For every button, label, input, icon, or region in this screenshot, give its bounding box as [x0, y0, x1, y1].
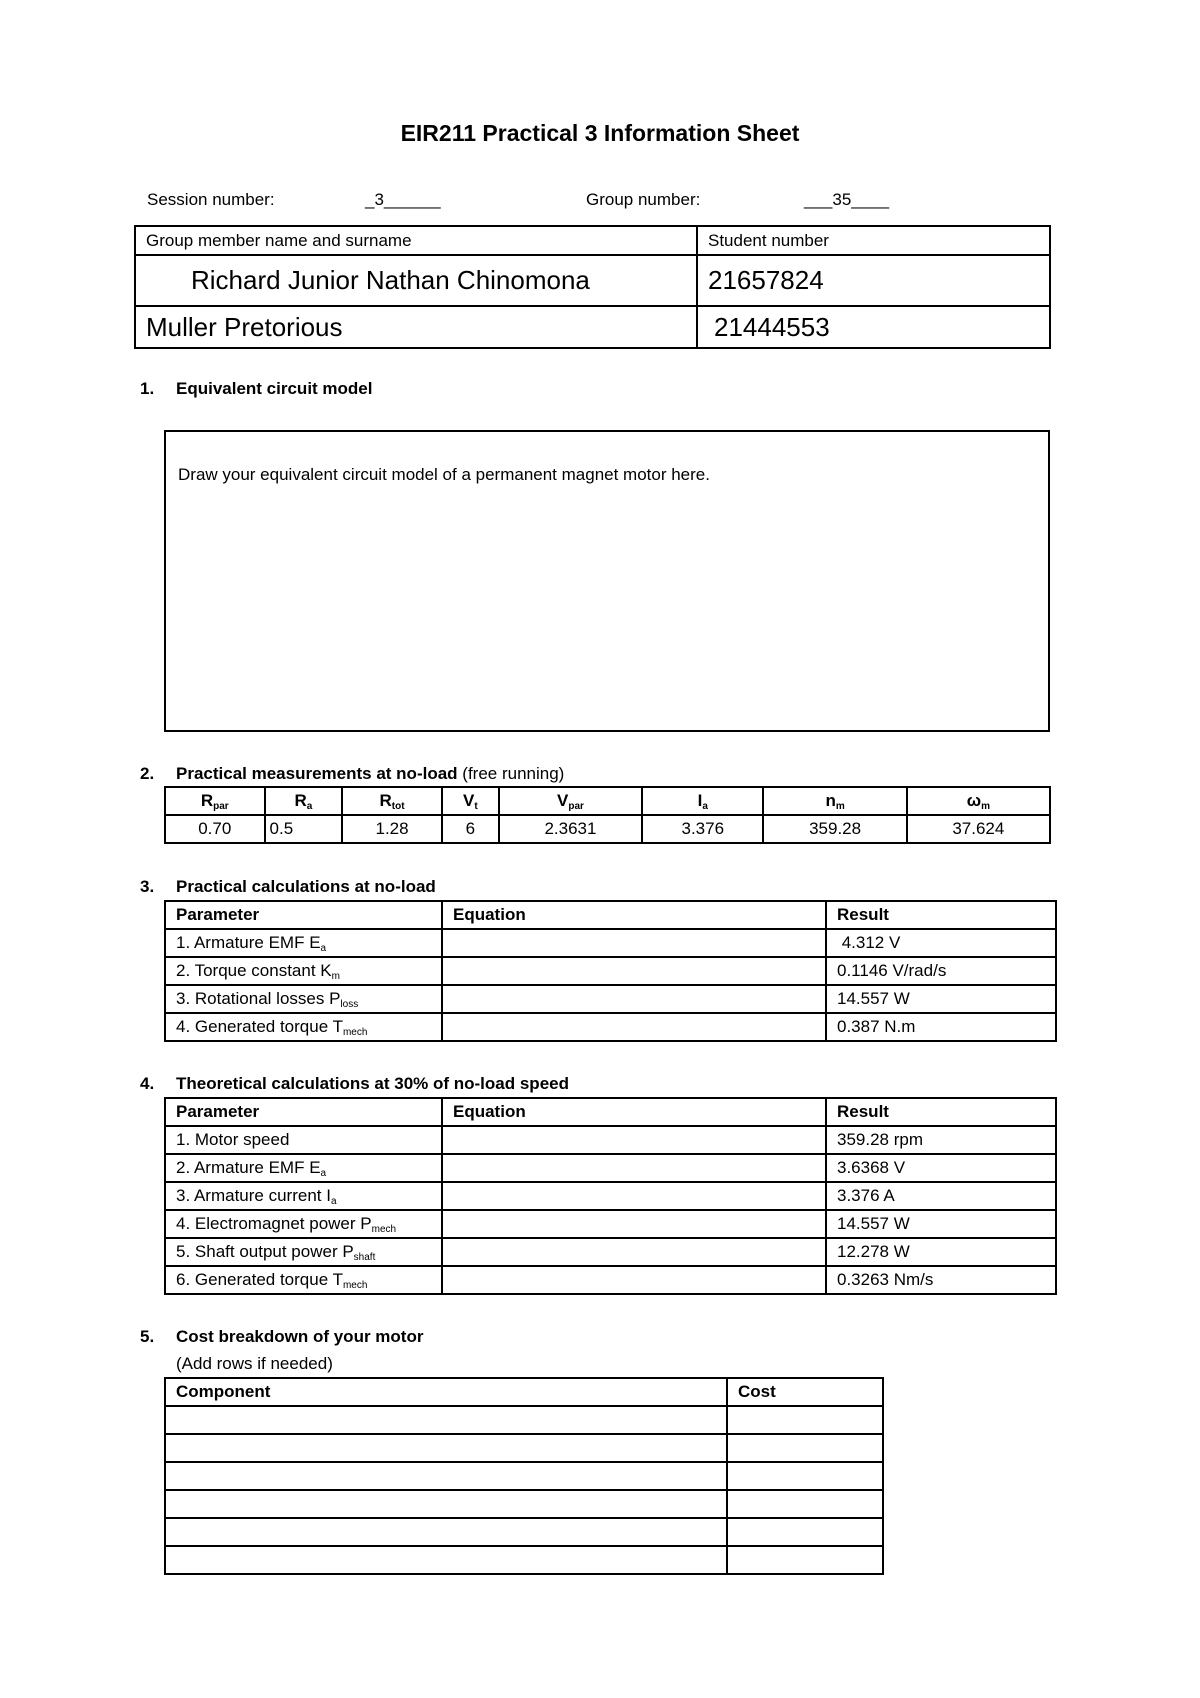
measurement-value: 0.5: [265, 815, 343, 843]
table-row: [165, 929, 1056, 957]
member-name: Muller Pretorious: [135, 306, 697, 348]
member-name: Richard Junior Nathan Chinomona: [135, 255, 697, 306]
table-row: [165, 1210, 1056, 1238]
parameter-cell: [165, 957, 442, 985]
parameter-subscript: mech: [342, 1279, 368, 1291]
symbol: I: [697, 790, 703, 810]
section-number: 5.: [140, 1327, 155, 1346]
symbol-subscript: m: [981, 800, 990, 812]
section-5-note: (Add rows if needed): [176, 1354, 333, 1373]
section-number: 2.: [140, 764, 155, 783]
parameter-subscript: a: [320, 942, 327, 954]
symbol-subscript: tot: [391, 800, 405, 812]
parameter-name: 3. Armature current I: [176, 1185, 331, 1205]
equation-cell[interactable]: [442, 1238, 826, 1266]
result-cell: 12.278 W: [826, 1238, 1056, 1266]
parameter-cell: [165, 1154, 442, 1182]
header-component: Component: [165, 1378, 727, 1406]
measurement-header: [265, 787, 343, 815]
symbol-subscript: a: [702, 800, 708, 812]
table-row: [165, 1266, 1056, 1294]
session-value: _3______: [365, 190, 441, 209]
equation-cell[interactable]: [442, 1266, 826, 1294]
measurement-value: 37.624: [907, 815, 1050, 843]
component-cell[interactable]: [165, 1490, 727, 1518]
table-row: [165, 1182, 1056, 1210]
result-cell: 359.28 rpm: [826, 1126, 1056, 1154]
parameter-cell: [165, 929, 442, 957]
table-row: [165, 1238, 1056, 1266]
header-result: Result: [826, 1098, 1056, 1126]
equation-cell[interactable]: [442, 929, 826, 957]
header-name: Group member name and surname: [135, 226, 697, 255]
parameter-cell: [165, 985, 442, 1013]
cost-cell[interactable]: [727, 1434, 883, 1462]
parameter-name: 3. Rotational losses P: [176, 988, 341, 1008]
measurement-value: 0.70: [165, 815, 265, 843]
symbol: V: [557, 790, 569, 810]
parameter-name: 6. Generated torque T: [176, 1269, 343, 1289]
parameter-name: 4. Electromagnet power P: [176, 1213, 372, 1233]
symbol: ω: [966, 790, 982, 810]
equation-cell[interactable]: [442, 1126, 826, 1154]
cost-cell[interactable]: [727, 1518, 883, 1546]
parameter-name: 4. Generated torque T: [176, 1016, 343, 1036]
symbol-subscript: t: [474, 800, 478, 812]
result-cell: 0.1146 V/rad/s: [826, 957, 1056, 985]
drawing-instruction: Draw your equivalent circuit model of a permanent magnet motor here.: [178, 465, 710, 484]
section-title: Theoretical calculations at 30% of no-load speed: [176, 1074, 569, 1093]
section-number: 3.: [140, 877, 155, 896]
circuit-drawing-area[interactable]: [164, 430, 1050, 732]
symbol-subscript: par: [213, 800, 229, 812]
section-title: [176, 764, 564, 784]
equation-cell[interactable]: [442, 1154, 826, 1182]
section-title: Practical calculations at no-load: [176, 877, 436, 896]
equation-cell[interactable]: [442, 1013, 826, 1041]
parameter-cell: [165, 1126, 442, 1154]
parameter-name: 1. Motor speed: [176, 1129, 290, 1149]
symbol: R: [200, 790, 214, 810]
symbol: V: [462, 790, 475, 810]
measurement-header: [165, 787, 265, 815]
table-row: [165, 957, 1056, 985]
table-row: [165, 1126, 1056, 1154]
section-title-text: Practical measurements at no-load: [176, 764, 458, 783]
theoretical-calculations-table: [164, 1097, 1057, 1295]
parameter-name: 5. Shaft output power P: [176, 1241, 354, 1261]
measurement-header: [763, 787, 906, 815]
session-label: Session number:: [147, 190, 275, 209]
member-number: 21657824: [697, 255, 1050, 306]
measurement-header: [907, 787, 1050, 815]
parameter-cell: [165, 1210, 442, 1238]
header-student-number: Student number: [697, 226, 1050, 255]
parameter-subscript: loss: [340, 998, 359, 1010]
measurement-value: 3.376: [642, 815, 763, 843]
symbol-subscript: a: [306, 800, 313, 812]
measurement-header: [499, 787, 642, 815]
table-row: [165, 985, 1056, 1013]
equation-cell[interactable]: [442, 1210, 826, 1238]
symbol-subscript: m: [835, 800, 845, 812]
symbol: R: [379, 790, 392, 810]
member-number: 21444553: [697, 306, 1050, 348]
measurement-value: 2.3631: [499, 815, 642, 843]
symbol: R: [294, 790, 307, 810]
parameter-subscript: mech: [342, 1026, 368, 1038]
parameter-name: 1. Armature EMF E: [176, 932, 321, 952]
component-cell[interactable]: [165, 1518, 727, 1546]
parameter-subscript: m: [331, 970, 340, 982]
members-table: [134, 225, 1051, 349]
result-cell: 0.387 N.m: [826, 1013, 1056, 1041]
page-title: EIR211 Practical 3 Information Sheet: [400, 120, 800, 146]
cost-table: [164, 1377, 884, 1575]
section-number: 1.: [140, 379, 155, 398]
equation-cell[interactable]: [442, 985, 826, 1013]
result-cell: 3.376 A: [826, 1182, 1056, 1210]
parameter-cell: [165, 1182, 442, 1210]
parameter-subscript: a: [320, 1167, 327, 1179]
measurements-table: [164, 786, 1051, 844]
parameter-cell: [165, 1238, 442, 1266]
parameter-subscript: a: [330, 1195, 337, 1207]
cost-cell[interactable]: [727, 1546, 883, 1574]
component-cell[interactable]: [165, 1434, 727, 1462]
header-equation: Equation: [442, 901, 826, 929]
parameter-cell: [165, 1013, 442, 1041]
parameter-subscript: shaft: [353, 1251, 376, 1263]
result-cell: 14.557 W: [826, 1210, 1056, 1238]
header-equation: Equation: [442, 1098, 826, 1126]
measurement-value: 1.28: [342, 815, 442, 843]
equation-cell[interactable]: [442, 1182, 826, 1210]
cost-cell[interactable]: [727, 1406, 883, 1434]
measurement-header: [442, 787, 499, 815]
section-title: Cost breakdown of your motor: [176, 1327, 424, 1346]
parameter-cell: [165, 1266, 442, 1294]
section-number: 4.: [140, 1074, 155, 1093]
measurement-header: [342, 787, 442, 815]
symbol-subscript: par: [568, 800, 584, 812]
result-cell: 4.312 V: [826, 929, 1056, 957]
group-label: Group number:: [586, 190, 701, 209]
section-title: Equivalent circuit model: [176, 379, 373, 398]
parameter-name: 2. Torque constant K: [176, 960, 332, 980]
table-row: [165, 1013, 1056, 1041]
symbol: n: [825, 790, 836, 810]
component-cell[interactable]: [165, 1546, 727, 1574]
group-value: ___35____: [804, 190, 890, 209]
parameter-subscript: mech: [371, 1223, 397, 1235]
no-load-calculations-table: [164, 900, 1057, 1042]
component-cell[interactable]: [165, 1406, 727, 1434]
component-cell[interactable]: [165, 1462, 727, 1490]
result-cell: 14.557 W: [826, 985, 1056, 1013]
measurement-value: 6: [442, 815, 499, 843]
parameter-name: 2. Armature EMF E: [176, 1157, 321, 1177]
result-cell: 0.3263 Nm/s: [826, 1266, 1056, 1294]
result-cell: 3.6368 V: [826, 1154, 1056, 1182]
table-row: [165, 1154, 1056, 1182]
header-cost: Cost: [727, 1378, 883, 1406]
header-parameter: Parameter: [165, 901, 442, 929]
measurement-value: 359.28: [763, 815, 906, 843]
header-parameter: Parameter: [165, 1098, 442, 1126]
measurement-header: [642, 787, 763, 815]
header-result: Result: [826, 901, 1056, 929]
equation-cell[interactable]: [442, 957, 826, 985]
section-title-suffix: (free running): [462, 764, 565, 783]
cost-cell[interactable]: [727, 1490, 883, 1518]
cost-cell[interactable]: [727, 1462, 883, 1490]
